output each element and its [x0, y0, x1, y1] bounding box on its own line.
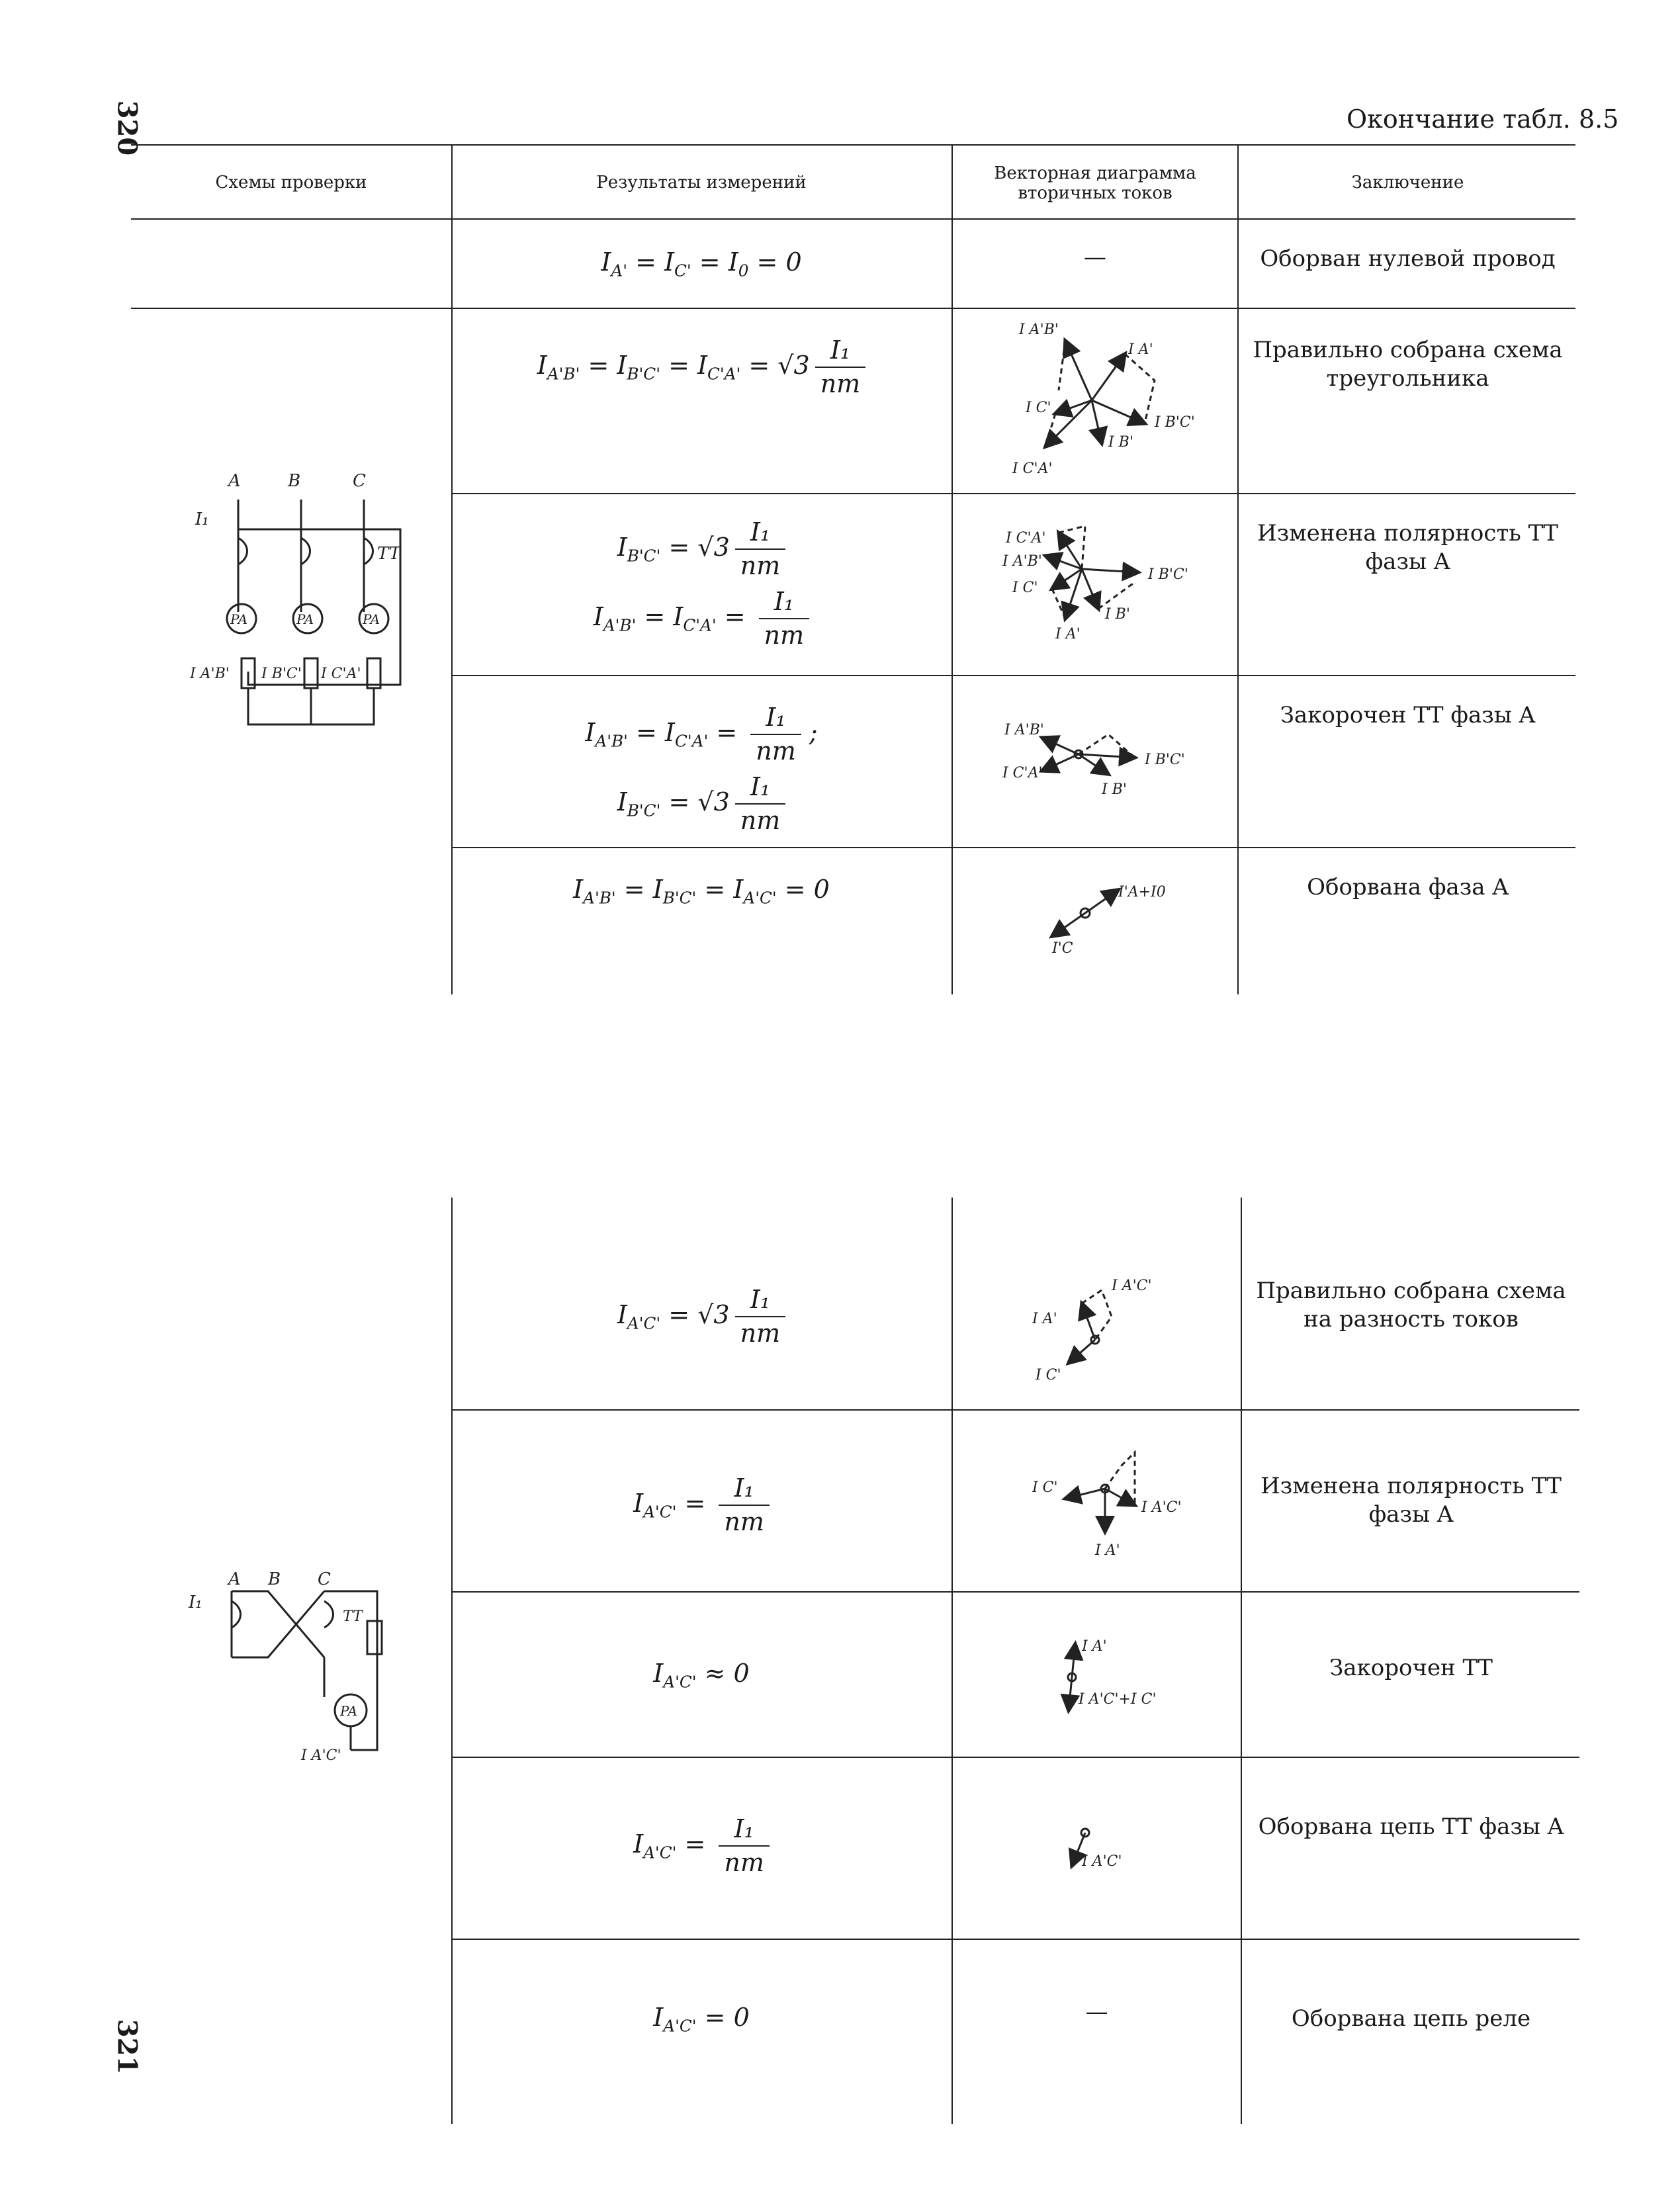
- vector-label-s2r3-0: I A': [1082, 1638, 1107, 1655]
- formula-s1r4a: $I_{A'B'} = I_{C'A'}$ = $\frac{\text{I₁}}{nт}$ ;: [585, 703, 818, 766]
- scheme2-label-c: C: [318, 1571, 331, 1589]
- vector-label-s1r3-1: I A'B': [1002, 553, 1042, 570]
- formula-s2r2: $I_{A'C'}$ = $\frac{\text{I₁}}{nт}$: [457, 1472, 946, 1539]
- conclusion-s2r1: Правильно собрана схема на разность токов: [1256, 1278, 1566, 1333]
- vector-diagram-s2r1: [1019, 1264, 1204, 1403]
- scheme-label-pa2: PA: [296, 611, 314, 627]
- scheme-label-tt: TT: [377, 544, 401, 564]
- scheme2-label-tt: TT: [343, 1608, 363, 1625]
- vector-dash-s2r5: —: [1085, 1999, 1108, 2025]
- vector-dash-s1r1: —: [1084, 244, 1106, 271]
- vector-label-s1r3-0: I C'A': [1006, 530, 1046, 547]
- conclusion-s1r5: Оборвана фаза A: [1307, 874, 1509, 900]
- vector-label-s1r5-1: I'C: [1052, 940, 1073, 957]
- vector-label-s1r3-5: I A': [1055, 626, 1081, 642]
- conclusion-s2r5: Оборвана цепь реле: [1291, 2005, 1531, 2032]
- scheme-delta: [189, 466, 414, 731]
- vector-label-s1r2-3: I B'C': [1155, 414, 1195, 431]
- vector-label-s1r2-1: I A': [1128, 341, 1153, 358]
- vector-diagram-s1r3: [993, 509, 1217, 662]
- vector-diagram-s2r4: [1052, 1810, 1184, 1902]
- vector-diagram-s2r2: [1012, 1439, 1211, 1565]
- vector-label-s1r4-3: I B': [1102, 781, 1127, 798]
- scheme-difference: [185, 1571, 410, 1770]
- vector-label-s2r4-0: I A'C': [1082, 1853, 1122, 1870]
- vector-label-s1r4-1: I C'A': [1002, 765, 1043, 781]
- page-number-bottom: 321: [111, 2019, 143, 2075]
- conclusion-s2r3: Закорочен ТТ: [1329, 1655, 1493, 1681]
- formula-s1r3b: $I_{A'B'} = I_{C'A'}$ = $\frac{\text{I₁}}{nт}$: [457, 586, 946, 652]
- conclusion-s1r4: Закорочен ТТ фазы A: [1280, 702, 1536, 728]
- vector-label-s2r2-2: I A': [1095, 1542, 1120, 1559]
- vector-label-s2r2-1: I A'C': [1141, 1499, 1182, 1516]
- vector-label-s1r3-3: I B'C': [1148, 566, 1188, 583]
- conclusion-s1r3: Изменена полярность ТТ фазы A: [1257, 520, 1558, 575]
- vector-diagram-s2r3: [1045, 1624, 1204, 1737]
- vector-diagram-s1r4: [993, 695, 1217, 827]
- formula-s2r3: $I_{A'C'} \approx 0$: [653, 1659, 750, 1692]
- scheme-label-ibc: I B'C': [261, 666, 302, 682]
- scheme-label-ica: I C'A': [321, 666, 361, 682]
- vector-label-s1r3-2: I C': [1012, 580, 1038, 596]
- scheme2-label-a: A: [228, 1571, 241, 1589]
- vector-label-s1r5-0: I'A+I0: [1118, 884, 1166, 900]
- vector-label-s1r2-5: I C'A': [1012, 460, 1053, 477]
- header-vector: Векторная диаграмма вторичных токов: [994, 163, 1196, 203]
- vector-label-s1r2-4: I B': [1108, 434, 1133, 451]
- vector-label-s2r1-2: I C': [1036, 1367, 1061, 1383]
- conclusion-s2r4: Оборвана цепь ТТ фазы A: [1258, 1814, 1564, 1840]
- vector-label-s1r4-0: I A'B': [1004, 722, 1044, 738]
- scheme-label-pa1: PA: [230, 611, 248, 627]
- conclusion-s2r2: Изменена полярность ТТ фазы A: [1260, 1473, 1562, 1528]
- vector-label-s2r2-0: I C': [1032, 1479, 1058, 1496]
- vector-label-s2r1-1: I A': [1032, 1311, 1057, 1327]
- scheme2-label-pa: PA: [340, 1703, 358, 1719]
- scheme-label-i1: I₁: [195, 509, 209, 529]
- conclusion-s1r1: Оборван нулевой провод: [1260, 245, 1556, 272]
- vector-label-s2r3-1: I A'C'+I C': [1079, 1691, 1157, 1708]
- formula-s2r5: $I_{A'C'} = 0$: [653, 2003, 750, 2036]
- formula-s1r1: $I_{A'} = I_{C'} = I_0 = 0$: [601, 247, 802, 281]
- vector-diagram-s1r2: [993, 314, 1217, 486]
- vector-label-s1r2-0: I A'B': [1019, 322, 1059, 338]
- scheme-label-c: C: [353, 471, 366, 491]
- scheme-label-pa3: PA: [363, 611, 380, 627]
- vector-label-s1r4-2: I B'C': [1145, 752, 1185, 768]
- vector-label-s1r3-4: I B': [1105, 606, 1130, 623]
- page-number-top: 320: [111, 100, 143, 156]
- formula-s1r2: $I_{A'B'} = I_{B'C'} = I_{C'A'} = √3$ $\frac{\text{I₁}}{nт}$: [457, 334, 946, 401]
- scheme-label-a: A: [228, 471, 241, 491]
- header-conclusion: Заключение: [1351, 173, 1464, 193]
- vector-label-s1r2-2: I C': [1026, 400, 1051, 416]
- formula-s1r5: $I_{A'B'} = I_{B'C'} = I_{A'C'} = 0$: [573, 875, 830, 908]
- scheme2-label-i1: I₁: [189, 1593, 202, 1612]
- scheme-label-iab: I A'B': [190, 666, 230, 682]
- formula-s2r1: $I_{A'C'} = √3$ $\frac{\text{I₁}}{nт}$: [457, 1284, 946, 1350]
- table-caption: Окончание табл. 8.5: [1347, 105, 1619, 134]
- formula-s1r3a: $I_{B'C'} = √3$ $\frac{\text{I₁}}{nт}$: [457, 516, 946, 583]
- formula-s2r4: $I_{A'C'}$ = $\frac{\text{I₁}}{nт}$: [457, 1813, 946, 1880]
- vector-label-s2r1-0: I A'C': [1112, 1278, 1152, 1294]
- scheme2-label-iac: I A'C': [301, 1747, 341, 1764]
- conclusion-s1r2: Правильно собрана схема треугольника: [1253, 337, 1563, 392]
- formula-s1r4b: $I_{B'C'} = √3$ $\frac{\text{I₁}}{nт}$: [457, 771, 946, 838]
- scheme-label-b: B: [288, 471, 301, 491]
- header-schemes: Схемы проверки: [215, 173, 367, 193]
- header-results: Результаты измерений: [596, 173, 807, 193]
- scheme2-label-b: B: [268, 1571, 281, 1589]
- vector-diagram-s1r5: [1012, 860, 1184, 979]
